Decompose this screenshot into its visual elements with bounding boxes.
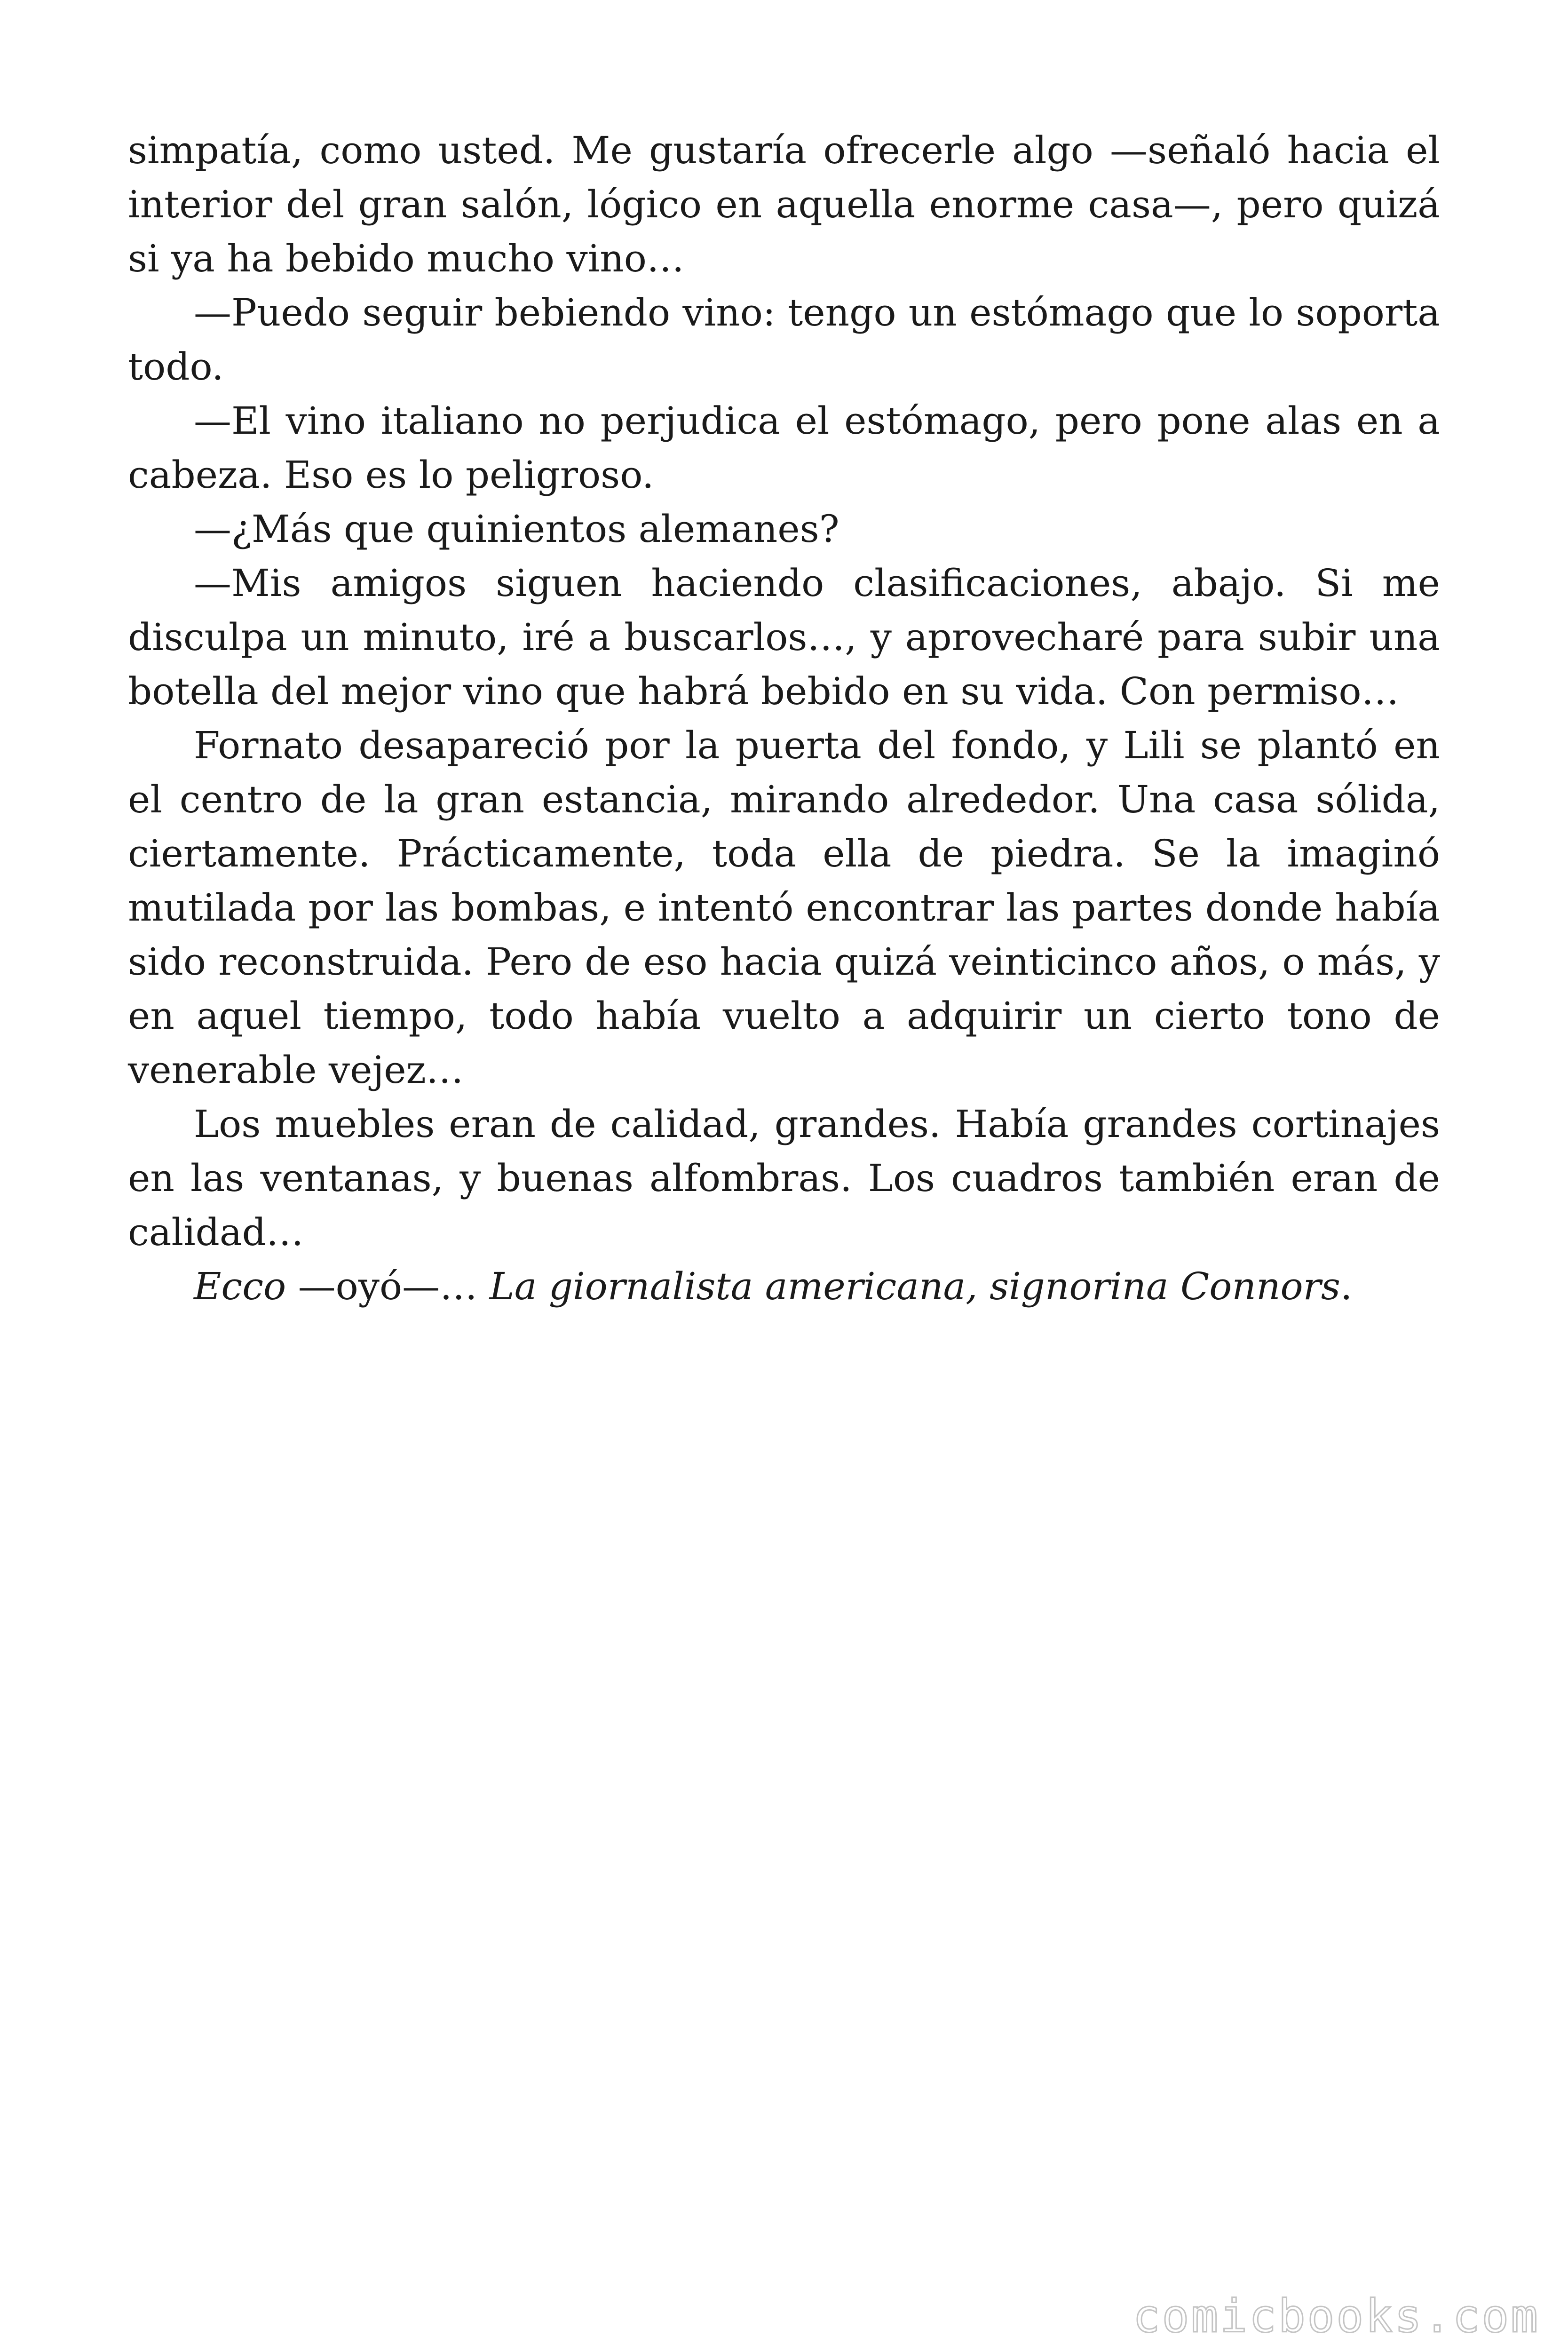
paragraph: Fornato desapareció por la puerta del fondo, y Lili se plantó en el centro de la gran estancia, mirando alrededor. Una casa sólida, ciertamente. Prácticamente, toda ella de piedra. Se la imaginó mutilada por las bombas, e intentó encontrar las partes donde había sido reconstruida. Pero de eso hacia quizá veinticinco años, o más, y en aquel tiempo, todo había vuelto a adquirir un cierto tono de venerable vejez… (128, 723, 1440, 1092)
body-text (128, 123, 1440, 1313)
paragraph: —El vino italiano no perjudica el estómago, pero pone alas en a cabeza. Eso es lo peligroso. (128, 399, 1440, 497)
paragraph: simpatía, como usted. Me gustaría ofrecerle algo —señaló hacia el interior del gran salón, lógico en aquella enorme casa—, pero quizá si ya ha bebido mucho vino… (128, 128, 1440, 280)
italic-phrase: La giornalista americana, signorina Connors (489, 1264, 1340, 1308)
paragraph: —Mis amigos siguen haciendo clasificaciones, abajo. Si me disculpa un minuto, iré a buscarlos…, y aprovecharé para subir una botella del mejor vino que habrá bebido en su vida. Con permiso… (128, 561, 1440, 713)
paragraph: —Puedo seguir bebiendo vino: tengo un estómago que lo soporta todo. (128, 291, 1440, 389)
paragraph: —¿Más que quinientos alemanes? (194, 507, 839, 551)
italic-phrase: Ecco (194, 1264, 286, 1308)
sentence-end: . (1340, 1264, 1353, 1308)
watermark: comicbooks.com (1132, 2290, 1540, 2343)
plain-phrase: —oyó—… (286, 1264, 490, 1308)
paragraph: Los muebles eran de calidad, grandes. Había grandes cortinajes en las ventanas, y buenas alfombras. Los cuadros también eran de calidad… (128, 1102, 1440, 1254)
paragraph-italic-dialogue (128, 1259, 1440, 1313)
